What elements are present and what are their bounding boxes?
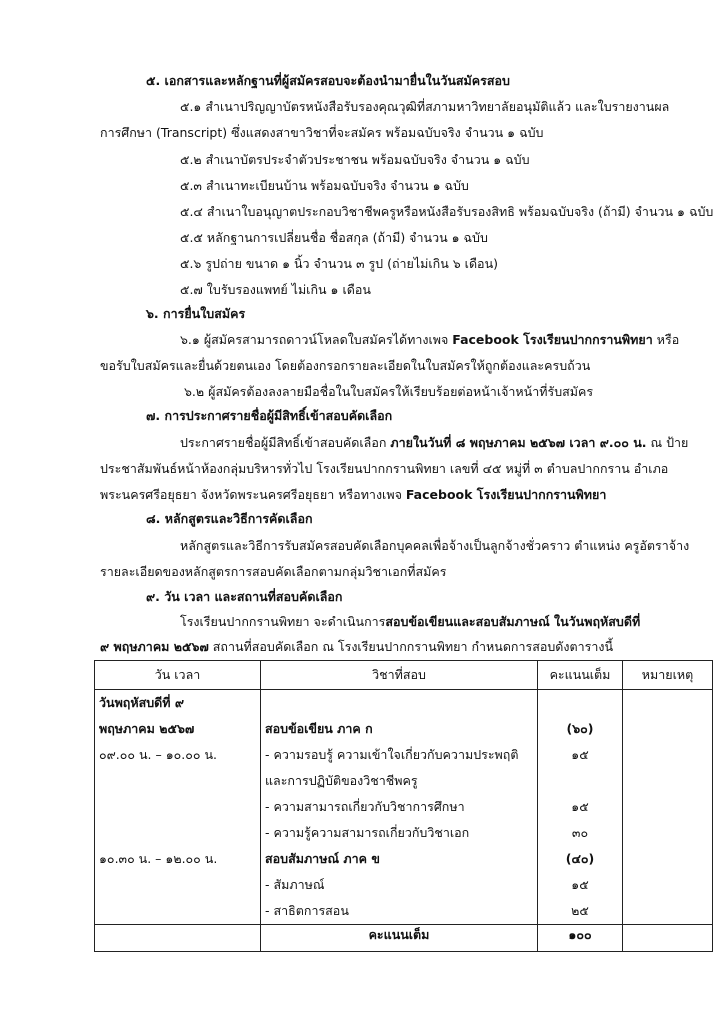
section-6-1-line-2: ขอรับใบสมัครและยื่นด้วยตนเอง โดยต้องกรอกรายละเอียดในใบสมัครให้ถูกต้องและครบถ้วน <box>100 358 591 373</box>
total-empty-cell <box>95 925 261 952</box>
part-a-subject-1-line-2: และการปฏิบัติของวิชาชีพครู <box>265 773 418 788</box>
time-slot-interview: ๑๐.๓๐ น. – ๑๒.๐๐ น. <box>99 851 218 866</box>
section-5-2: ๕.๒ สำเนาบัตรประจำตัวประชาชน พร้อมฉบับจริง จำนวน ๑ ฉบับ <box>180 152 530 167</box>
total-label: คะแนนเต็ม <box>261 925 538 952</box>
header-full-score: คะแนนเต็ม <box>538 661 623 690</box>
score-cell <box>538 690 623 925</box>
section-6-1-line-1 <box>180 332 679 348</box>
header-remarks: หมายเหตุ <box>623 661 713 690</box>
facebook-page-name: Facebook โรงเรียนปากกรานพิทยา <box>452 332 653 347</box>
spacer <box>99 768 256 794</box>
part-a-subject-3: - ความรู้ความสามารถเกี่ยวกับวิชาเอก <box>265 825 470 840</box>
time-slot-written: ๐๙.๐๐ น. – ๑๐.๐๐ น. <box>99 747 217 762</box>
exam-date: ๙ พฤษภาคม ๒๕๖๗ <box>100 639 209 654</box>
part-b-subject-2-score: ๒๕ <box>571 903 589 918</box>
table-header-row <box>95 661 713 690</box>
section-9-text: โรงเรียนปากกรานพิทยา จะดำเนินการ <box>180 614 386 629</box>
section-7-line-1 <box>180 435 688 451</box>
header-subject: วิชาที่สอบ <box>261 661 538 690</box>
subject-cell <box>261 690 538 925</box>
section-6-2: ๖.๒ ผู้สมัครต้องลงลายมือชื่อในใบสมัครให้เรียบร้อยต่อหน้าเจ้าหน้าที่รับสมัคร <box>184 384 594 399</box>
facebook-page-name-2: Facebook โรงเรียนปากกรานพิทยา <box>405 487 607 502</box>
section-8-line-1: หลักสูตรและวิธีการรับสมัครสอบคัดเลือกบุคคลเพื่อจ้างเป็นลูกจ้างชั่วคราว ตำแหน่ง ครูอัตราจ้าง <box>180 538 690 553</box>
date-time-cell <box>95 690 261 925</box>
section-5-heading: ๕. เอกสารและหลักฐานที่ผู้สมัครสอบจะต้องนำมายื่นในวันสมัครสอบ <box>146 73 510 88</box>
section-8-line-2: รายละเอียดของหลักสูตรการสอบคัดเลือกตามกลุ่มวิชาเอกที่สมัคร <box>100 564 447 579</box>
section-5-6: ๕.๖ รูปถ่าย ขนาด ๑ นิ้ว จำนวน ๓ รูป (ถ่ายไม่เกิน ๖ เดือน) <box>180 256 498 271</box>
section-7-location-text: พระนครศรีอยุธยา จังหวัดพระนครศรีอยุธยา หรือทางเพจ <box>100 487 406 502</box>
exam-day: วันพฤหัสบดีที่ ๙ <box>99 695 185 710</box>
exam-schedule-table <box>94 660 713 952</box>
part-a-subject-1-score: ๑๕ <box>571 747 589 762</box>
spacer <box>542 690 618 716</box>
section-7-line-3 <box>100 487 606 503</box>
part-a-subject-3-score: ๓๐ <box>571 825 589 840</box>
part-b-subject-1: - สัมภาษณ์ <box>265 877 325 892</box>
table-row <box>95 690 713 925</box>
section-9-line-1 <box>180 614 640 630</box>
section-6-heading: ๖. การยื่นใบสมัคร <box>146 306 246 321</box>
section-5-3: ๕.๓ สำเนาทะเบียนบ้าน พร้อมฉบับจริง จำนวน ๑ ฉบับ <box>180 178 469 193</box>
section-9-heading: ๙. วัน เวลา และสถานที่สอบคัดเลือก <box>146 589 343 604</box>
exam-month-year: พฤษภาคม ๒๕๖๗ <box>99 721 195 736</box>
spacer <box>542 768 618 794</box>
spacer <box>99 872 256 898</box>
spacer <box>265 690 533 716</box>
part-a-subject-1-line-1: - ความรอบรู้ ความเข้าใจเกี่ยวกับความประพฤติ <box>265 747 519 762</box>
total-row <box>95 925 713 952</box>
spacer <box>99 898 256 924</box>
part-a-title: สอบข้อเขียน ภาค ก <box>265 721 373 736</box>
part-b-score: (๔๐) <box>565 851 595 866</box>
section-7-suffix: ณ ป้าย <box>646 435 689 450</box>
section-5-1-line-1: ๕.๑ สำเนาปริญญาบัตรหนังสือรับรองคุณวุฒิที่สภามหาวิทยาลัยอนุมัติแล้ว และใบรายงานผล <box>180 99 670 114</box>
section-5-5: ๕.๕ หลักฐานการเปลี่ยนชื่อ ชื่อสกุล (ถ้ามี) จำนวน ๑ ฉบับ <box>180 230 488 245</box>
section-6-1-text: ๖.๑ ผู้สมัครสามารถดาวน์โหลดใบสมัครได้ทางเพจ <box>180 332 453 347</box>
part-a-score: (๖๐) <box>566 721 594 736</box>
total-remarks-cell <box>623 925 713 952</box>
spacer <box>99 794 256 820</box>
section-5-1-line-2: การศึกษา (Transcript) ซึ่งแสดงสาขาวิชาที่จะสมัคร พร้อมฉบับจริง จำนวน ๑ ฉบับ <box>100 125 544 140</box>
part-a-subject-2: - ความสามารถเกี่ยวกับวิชาการศึกษา <box>265 799 465 814</box>
section-9-line-2 <box>100 639 613 655</box>
section-7-line-2: ประชาสัมพันธ์หน้าห้องกลุ่มบริหารทั่วไป โรงเรียนปากกรานพิทยา เลขที่ ๔๕ หมู่ที่ ๓ ตำบลปากกราน อำเภอ <box>100 461 669 476</box>
section-8-heading: ๘. หลักสูตรและวิธีการคัดเลือก <box>146 511 313 526</box>
section-5-7: ๕.๗ ใบรับรองแพทย์ ไม่เกิน ๑ เดือน <box>180 282 371 297</box>
section-9-location-text: สถานที่สอบคัดเลือก ณ โรงเรียนปากกรานพิทยา กำหนดการสอบดังตารางนี้ <box>208 639 614 654</box>
part-b-subject-1-score: ๑๕ <box>571 877 589 892</box>
remarks-cell <box>623 690 713 925</box>
part-a-subject-2-score: ๑๕ <box>571 799 589 814</box>
section-5-4: ๕.๔ สำเนาใบอนุญาตประกอบวิชาชีพครูหรือหนังสือรับรองสิทธิ พร้อมฉบับจริง (ถ้ามี) จำนวน ๑ ฉบับ <box>180 204 714 219</box>
spacer <box>99 820 256 846</box>
exam-type-and-day: สอบข้อเขียนและสอบสัมภาษณ์ ในวันพฤหัสบดีที่ <box>385 614 641 629</box>
section-7-text: ประกาศรายชื่อผู้มีสิทธิ์เข้าสอบคัดเลือก <box>180 435 391 450</box>
total-score: ๑๐๐ <box>538 925 623 952</box>
section-7-heading: ๗. การประกาศรายชื่อผู้มีสิทธิ์เข้าสอบคัดเลือก <box>146 408 393 423</box>
part-b-subject-2: - สาธิตการสอน <box>265 903 349 918</box>
section-6-1-suffix: หรือ <box>652 332 680 347</box>
announcement-date: ภายในวันที่ ๘ พฤษภาคม ๒๕๖๗ เวลา ๙.๐๐ น. <box>390 435 647 450</box>
part-b-title: สอบสัมภาษณ์ ภาค ข <box>265 851 380 866</box>
header-date-time: วัน เวลา <box>95 661 261 690</box>
